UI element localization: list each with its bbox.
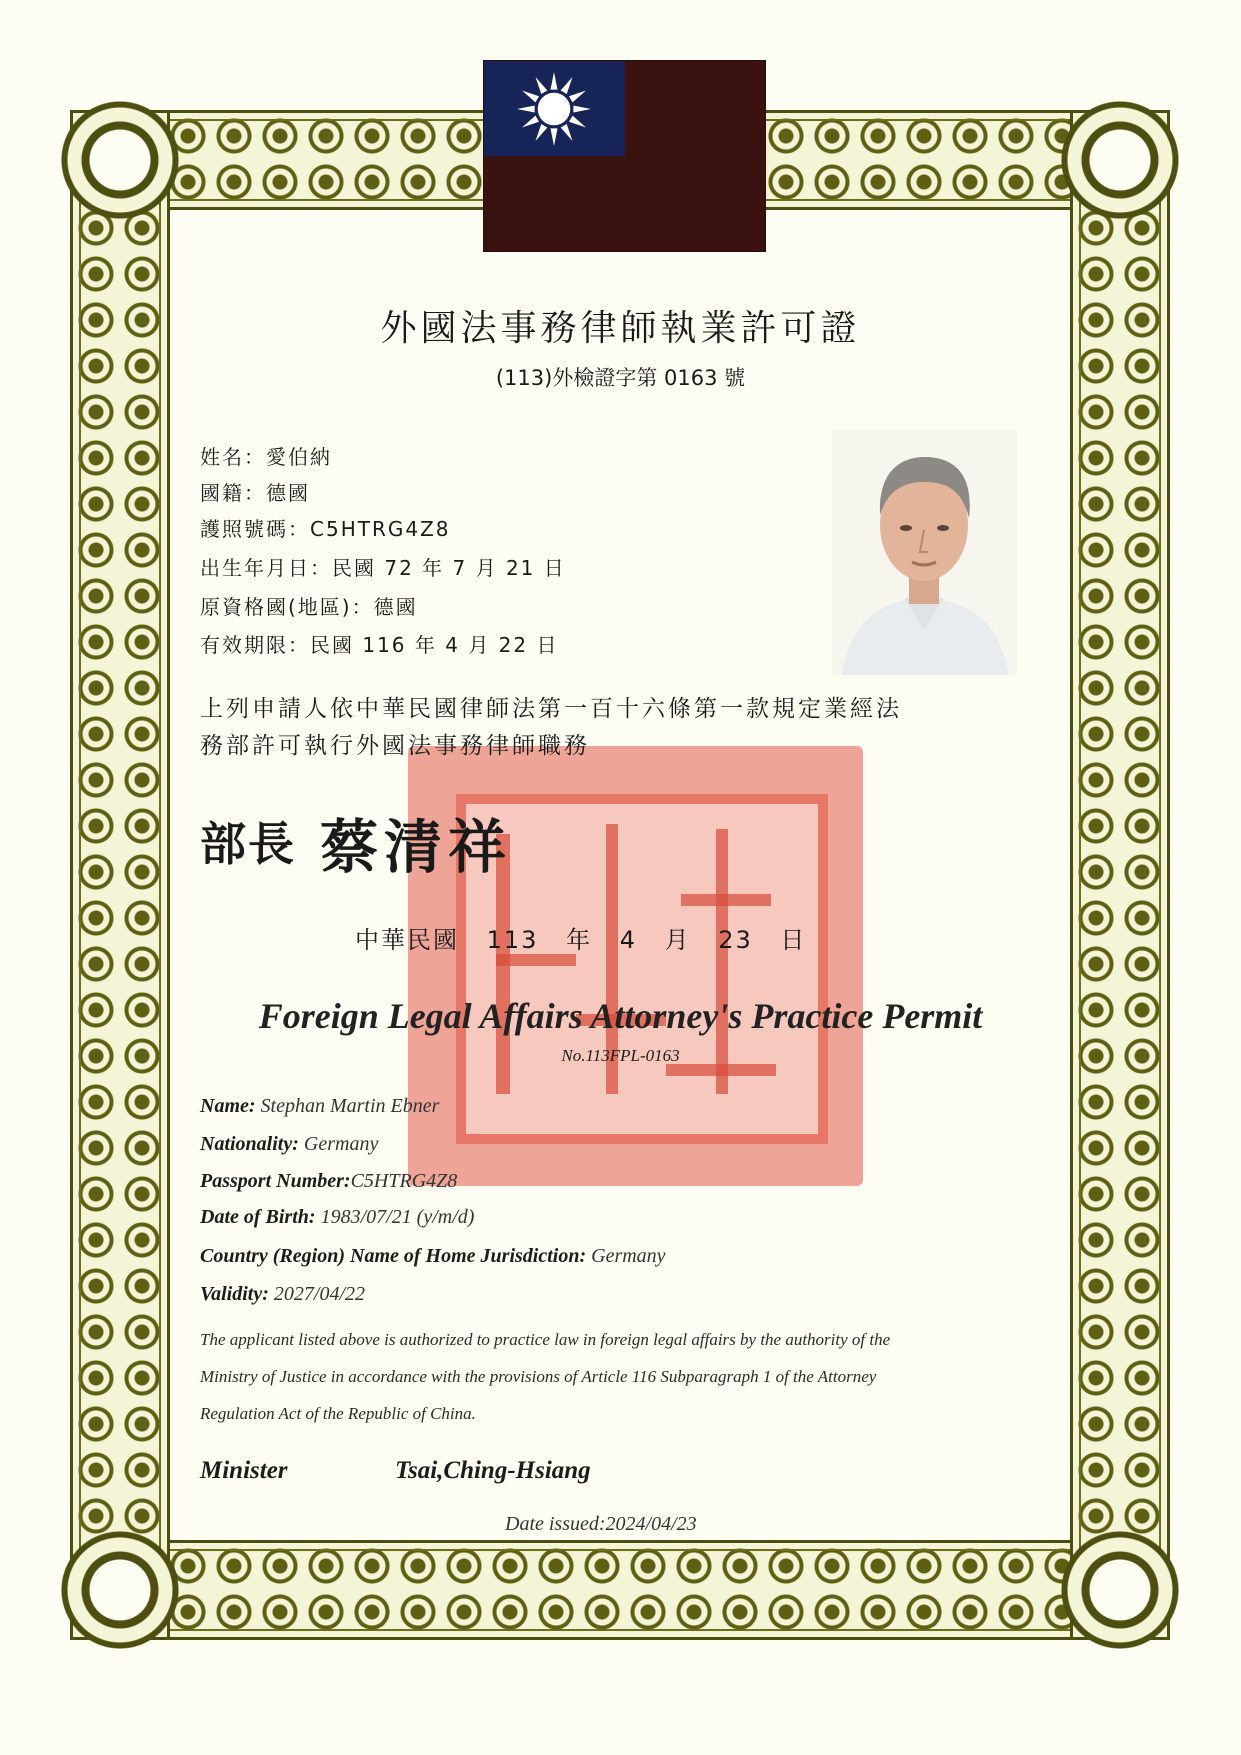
en-country-label: Country (Region) Name of Home Jurisdiction: xyxy=(200,1245,587,1267)
zh-permit-serial: (113)外檢證字第 0163 號 xyxy=(495,366,746,390)
portrait-photo xyxy=(832,430,1017,675)
en-validity-value: 2027/04/22 xyxy=(273,1283,366,1305)
zh-authorization-text-line: 上列申請人依中華民國律師法第一百十六條第一款規定業經法 xyxy=(200,696,902,722)
en-dob-label: Date of Birth: xyxy=(200,1206,316,1228)
en-name-field xyxy=(200,1095,439,1118)
en-dob-value: 1983/07/21 (y/m/d) xyxy=(320,1206,475,1228)
en-authorization-text-line: Ministry of Justice in accordance with the provisions of Article 116 Subparagraph 1 of the Attorney xyxy=(200,1367,877,1386)
zh-validity-field: 有效期限：民國 116 年 4 月 22 日 xyxy=(200,633,559,657)
zh-dob-field: 出生年月日：民國 72 年 7 月 21 日 xyxy=(200,556,566,580)
zh-passport-field: 護照號碼：C5HTRG4Z8 xyxy=(200,517,451,541)
zh-origin-field: 原資格國(地區)：德國 xyxy=(200,595,418,619)
zh-minister-signature: 蔡清祥 xyxy=(320,813,513,881)
en-authorization-text-line: Regulation Act of the Republic of China. xyxy=(200,1404,476,1423)
en-validity-field xyxy=(200,1283,365,1306)
zh-authorization-text-line: 務部許可執行外國法事務律師職務 xyxy=(200,733,590,759)
en-name-label: Name: xyxy=(200,1095,256,1117)
person-portrait-icon xyxy=(832,430,1017,675)
seal-stroke xyxy=(496,954,576,966)
en-authorization-text-line: The applicant listed above is authorized to practice law in foreign legal affairs by the authority of the xyxy=(200,1330,891,1349)
zh-minister-title: 部長 xyxy=(200,817,296,871)
zh-issue-date: 中華民國 113 年 4 月 23 日 xyxy=(355,926,807,954)
zh-nationality-field: 國籍：德國 xyxy=(200,481,310,505)
en-nationality-field xyxy=(200,1133,378,1156)
en-nationality-label: Nationality: xyxy=(200,1133,299,1155)
ornamental-border-bottom xyxy=(70,1540,1170,1640)
en-country-value: Germany xyxy=(591,1245,666,1267)
en-passport-value: C5HTRG4Z8 xyxy=(350,1170,458,1192)
flag-canton xyxy=(484,61,625,156)
en-nationality-value: Germany xyxy=(303,1133,379,1155)
en-dob-field xyxy=(200,1206,474,1229)
en-permit-number: No.113FPL-0163 xyxy=(561,1046,680,1065)
en-country-field xyxy=(200,1245,666,1268)
en-name-value: Stephan Martin Ebner xyxy=(260,1095,440,1117)
seal-stroke xyxy=(681,894,771,906)
zh-name-field: 姓名：愛伯納 xyxy=(200,445,332,469)
en-permit-title: Foreign Legal Affairs Attorney's Practice Permit xyxy=(258,996,983,1036)
en-minister-name: Tsai,Ching-Hsiang xyxy=(395,1457,591,1484)
en-passport-label: Passport Number: xyxy=(200,1170,351,1192)
en-passport-field xyxy=(200,1170,457,1193)
en-minister-title: Minister xyxy=(200,1457,288,1484)
flag-icon xyxy=(483,60,766,252)
en-validity-label: Validity: xyxy=(200,1283,269,1305)
zh-permit-title: 外國法事務律師執業許可證 xyxy=(380,308,861,349)
white-sun-icon xyxy=(504,65,604,153)
en-date-issued: Date issued:2024/04/23 xyxy=(505,1513,697,1535)
